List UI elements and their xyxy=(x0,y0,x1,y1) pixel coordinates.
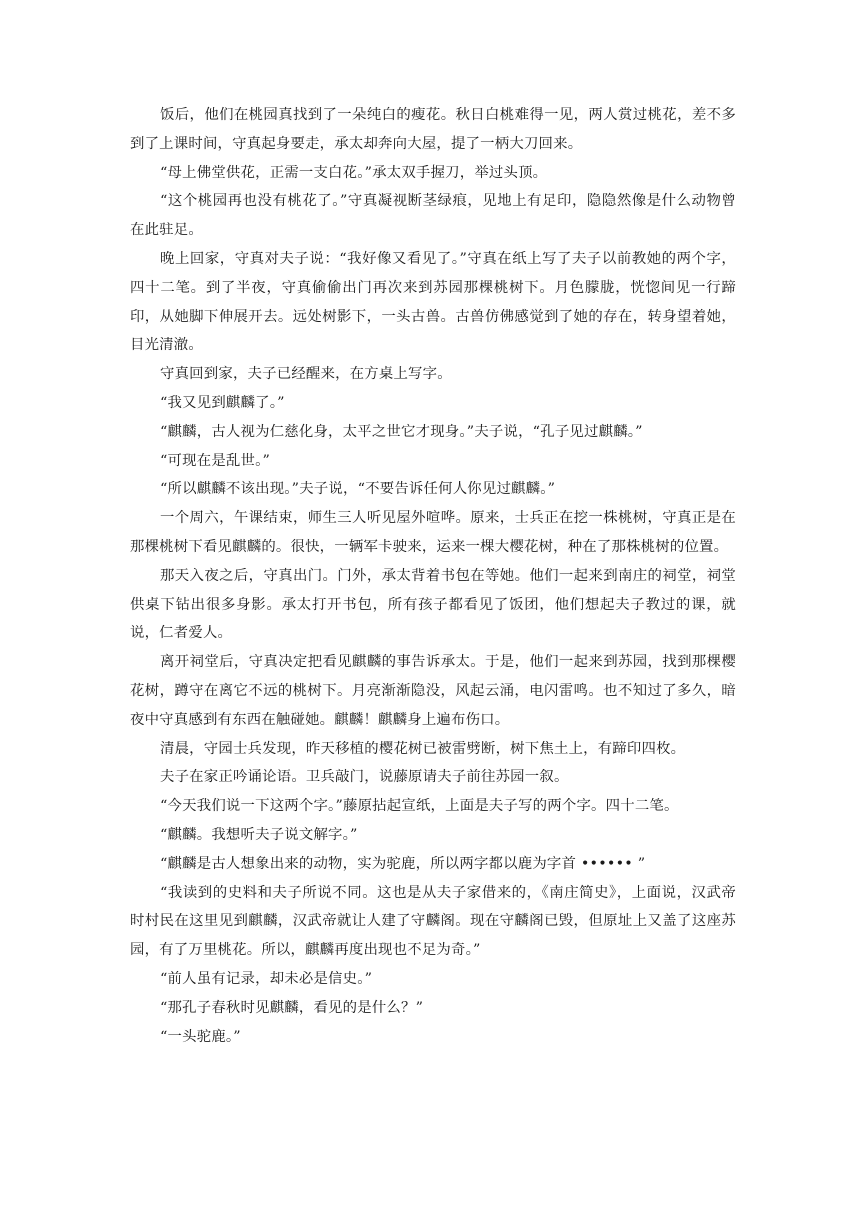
paragraph: 离开祠堂后，守真决定把看见麒麟的事告诉承太。于是，他们一起来到苏园，找到那棵樱花树，蹲守在离它不远的桃树下。月亮渐渐隐没，风起云涌，电闪雷鸣。也不知过了多久，暗夜中守真感到有东西在触碰她。麒麟！麒麟身上遍布伤口。 xyxy=(130,654,736,728)
paragraph: “麒麟，古人视为仁慈化身，太平之世它才现身。”夫子说，“孔子见过麒麟。” xyxy=(160,423,643,440)
paragraph: “可现在是乱世。” xyxy=(160,452,271,469)
paragraph: “那孔子春秋时见麒麟，看见的是什么？” xyxy=(160,999,424,1016)
paragraph: 夫子在家正吟诵论语。卫兵敲门，说藤原请夫子前往苏园一叙。 xyxy=(160,769,569,786)
paragraph: “一头驼鹿。” xyxy=(160,1028,241,1045)
paragraph: “我读到的史料和夫子所说不同。这也是从夫子家借来的，《南庄简史》，上面说，汉武帝时村民在这里见到麒麟，汉武帝就让人建了守麟阁。现在守麟阁已毁，但原址上又盖了这座苏园，有了万里桃花。所以，麒麟再度出现也不足为奇。” xyxy=(130,884,736,959)
paragraph: 那天入夜之后，守真出门。门外，承太背着书包在等她。他们一起来到南庄的祠堂，祠堂供桌下钻出很多身影。承太打开书包，所有孩子都看见了饭团，他们想起夫子教过的课，就说，仁者爱人。 xyxy=(130,567,736,642)
paragraph: 晚上回家，守真对夫子说：“我好像又看见了。”守真在纸上写了夫子以前教她的两个字，四十二笔。到了半夜，守真偷偷出门再次来到苏园那棵桃树下。月色朦胧，恍惚间见一行蹄印，从她脚下伸展开去。远处树影下，一头古兽。古兽仿佛感觉到了她的存在，转身望着她，目光清澈。 xyxy=(130,250,736,354)
paragraph: “这个桃园再也没有桃花了。”守真凝视断茎绿痕，见地上有足印，隐隐然像是什么动物曾在此驻足。 xyxy=(130,193,736,239)
paragraph: 饭后，他们在桃园真找到了一朵纯白的瘦花。秋日白桃难得一见，两人赏过桃花，差不多到了上课时间，守真起身要走，承太却奔向大屋，提了一柄大刀回来。 xyxy=(130,107,736,152)
paragraph: “我又见到麒麟了。” xyxy=(160,394,285,411)
story-text xyxy=(130,101,736,1051)
paragraph: “麒麟是古人想象出来的动物，实为驼鹿，所以两字都以鹿为字首 •••••• ” xyxy=(160,855,646,872)
paragraph: 清晨，守园士兵发现，昨天移植的樱花树已被雷劈断，树下焦土上，有蹄印四枚。 xyxy=(160,740,686,757)
paragraph: 一个周六，午课结束，师生三人听见屋外喧哗。原来，士兵正在挖一株桃树，守真正是在那棵桃树下看见麒麟的。很快，一辆军卡驶来，运来一棵大樱花树，种在了那株桃树的位置。 xyxy=(130,510,736,555)
paragraph: 守真回到家，夫子已经醒来，在方桌上写字。 xyxy=(160,366,452,383)
paragraph: “所以麒麟不该出现。”夫子说，“不要告诉任何人你见过麒麟。” xyxy=(160,481,556,498)
paragraph: “前人虽有记录，却未必是信史。” xyxy=(160,970,373,987)
paragraph: “麒麟。我想听夫子说文解字。” xyxy=(160,826,358,843)
paragraph: “母上佛堂供花，正需一支白花。”承太双手握刀，举过头顶。 xyxy=(160,164,548,181)
paragraph: “今天我们说一下这两个字。”藤原拈起宣纸，上面是夫子写的两个字。四十二笔。 xyxy=(160,798,679,815)
